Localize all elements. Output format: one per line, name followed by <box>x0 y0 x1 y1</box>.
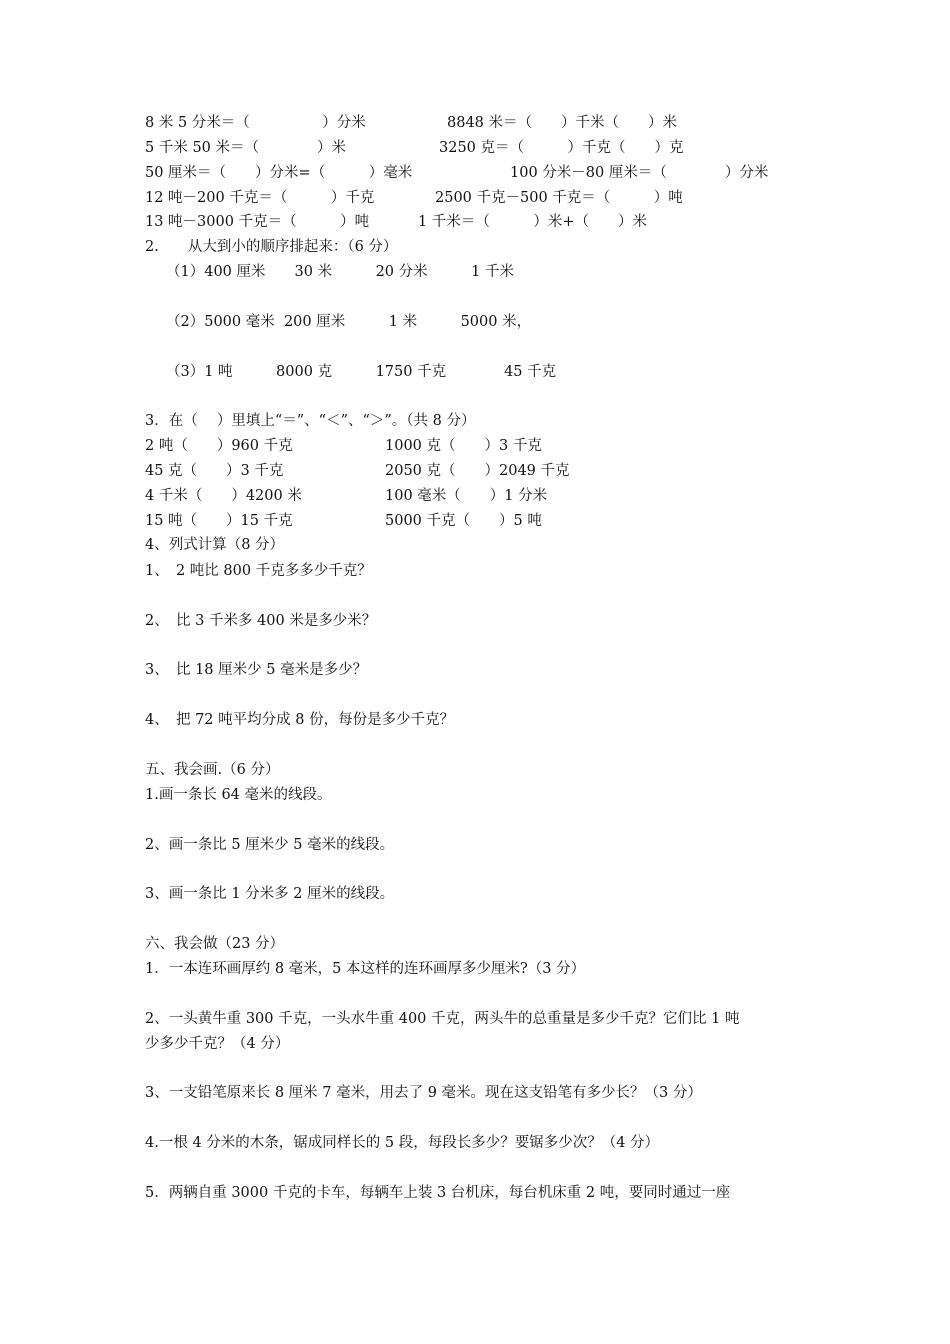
text-line: 15 吨（ ）15 千克 <box>145 513 293 529</box>
text-line: 少多少千克？（4 分） <box>145 1036 290 1052</box>
text-line: 1.画一条长 64 毫米的线段。 <box>145 787 332 803</box>
text-line: 50 厘米＝（ ）分米=（ ）毫米 <box>145 165 413 181</box>
text-line: （3）1 吨 8000 克 1750 千克 45 千克 <box>166 364 557 380</box>
text-line: 六、我会做（23 分） <box>145 936 285 952</box>
text-line: 五、我会画.（6 分） <box>145 762 280 778</box>
text-line: （1）400 厘米 30 米 20 分米 1 千米 <box>166 264 514 280</box>
text-line: 2、一头黄牛重 300 千克，一头水牛重 400 千克，两头牛的总重量是多少千克？它们比 1 吨 <box>145 1011 740 1027</box>
text-line: 3、画一条比 1 分米多 2 厘米的线段。 <box>145 886 395 902</box>
text-line: 45 克（ ）3 千克 <box>145 463 284 479</box>
text-line: 100 毫米（ ）1 分米 <box>385 488 548 504</box>
text-line: 8848 米＝（ ）千米（ ）米 <box>447 115 678 131</box>
text-line: 100 分米－80 厘米＝（ ）分米 <box>510 165 769 181</box>
text-line: 5000 千克（ ）5 吨 <box>385 513 542 529</box>
text-line: 1 千米＝（ ）米+（ ）米 <box>418 214 647 230</box>
text-line: 5．两辆自重 3000 千克的卡车，每辆车上装 3 台机床，每台机床重 2 吨，要同时通过一座 <box>145 1185 731 1201</box>
text-line: 1．一本连环画厚约 8 毫米，5 本这样的连环画厚多少厘米?（3 分） <box>145 961 586 977</box>
text-line: 2 吨（ ）960 千克 <box>145 438 293 454</box>
text-line: 8 米 5 分米＝（ ）分米 <box>145 115 366 131</box>
text-line: 3250 克＝（ ）千克（ ）克 <box>439 140 684 156</box>
text-line: 3．在（ ）里填上“＝”、“＜”、“＞”。（共 8 分） <box>145 413 476 429</box>
text-line: 12 吨－200 千克＝（ ）千克 <box>145 190 375 206</box>
text-line: 3、一支铅笔原来长 8 厘米 7 毫米，用去了 9 毫米。现在这支铅笔有多少长？（3 分） <box>145 1085 702 1101</box>
text-line: 1、 2 吨比 800 千克多多少千克？ <box>145 563 372 579</box>
text-line: 5 千米 50 米＝（ ）米 <box>145 140 347 156</box>
text-line: 2、画一条比 5 厘米少 5 毫米的线段。 <box>145 837 395 853</box>
text-line: 4、列式计算（8 分） <box>145 537 285 553</box>
text-line: 13 吨－3000 千克＝（ ）吨 <box>145 214 370 230</box>
text-line: 2050 克（ ）2049 千克 <box>385 463 570 479</box>
text-line: 4 千米（ ）4200 米 <box>145 488 302 504</box>
text-line: 4、 把 72 吨平均分成 8 份，每份是多少千克？ <box>145 712 455 728</box>
text-line: 3、 比 18 厘米少 5 毫米是多少？ <box>145 662 368 678</box>
text-line: 1000 克（ ）3 千克 <box>385 438 542 454</box>
text-line: （2）5000 毫米 200 厘米 1 米 5000 米， <box>166 314 532 330</box>
text-line: 2. 从大到小的顺序排起来：（6 分） <box>145 239 398 255</box>
text-line: 4.一根 4 分米的木条，锯成同样长的 5 段，每段长多少？要锯多少次？（4 分） <box>145 1135 660 1151</box>
text-line: 2500 千克－500 千克＝（ ）吨 <box>435 190 683 206</box>
text-line: 2、 比 3 千米多 400 米是多少米？ <box>145 613 377 629</box>
